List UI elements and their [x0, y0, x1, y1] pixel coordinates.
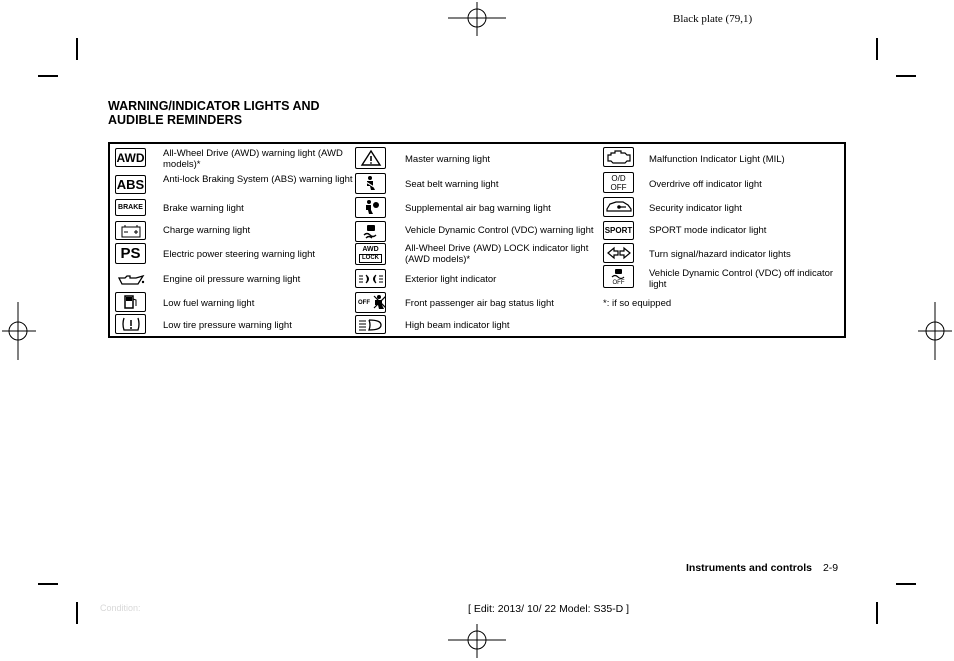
passenger-air-bag-icon: OFF [355, 292, 386, 313]
turn-signal-icon [603, 243, 634, 263]
item-label: Malfunction Indicator Light (MIL) [649, 154, 785, 165]
awd-icon: AWD [115, 148, 146, 167]
plate-label: Black plate (79,1) [673, 13, 753, 25]
master-warning-icon [355, 147, 386, 169]
item-label: Overdrive off indicator light [649, 179, 762, 190]
item-label: SPORT mode indicator light [649, 225, 767, 236]
item-label: Security indicator light [649, 203, 742, 214]
item-label: Charge warning light [163, 225, 251, 236]
page-footer [686, 562, 838, 574]
item-label: Supplemental air bag warning light [405, 203, 551, 214]
seat-belt-icon [355, 173, 386, 194]
section-heading: WARNING/INDICATOR LIGHTS AND AUDIBLE REMINDERS [108, 99, 320, 127]
footnote: *: if so equipped [603, 298, 672, 309]
high-beam-icon [355, 315, 386, 334]
section-name: Instruments and controls [686, 562, 813, 574]
page-number: 2-9 [822, 562, 839, 574]
edit-info: [ Edit: 2013/ 10/ 22 Model: S35-D ] [468, 603, 630, 615]
item-label: Anti-lock Braking System (ABS) warning light [163, 174, 353, 185]
awd-lock-icon: AWD LOCK [355, 243, 386, 265]
item-label: Vehicle Dynamic Control (VDC) off indicator light [649, 268, 834, 290]
vdc-off-icon: OFF [603, 265, 634, 288]
exterior-light-icon [355, 269, 386, 288]
power-steering-icon: PS [115, 243, 146, 264]
air-bag-icon [355, 197, 386, 218]
item-label: Electric power steering warning light [163, 249, 316, 260]
condition-label: Condition: [100, 603, 141, 613]
item-label: Vehicle Dynamic Control (VDC) warning light [405, 225, 594, 236]
sport-mode-icon: SPORT [603, 221, 634, 240]
item-label: High beam indicator light [405, 320, 510, 331]
fuel-pump-icon [115, 292, 146, 312]
item-label: Low fuel warning light [163, 298, 255, 309]
item-label: All-Wheel Drive (AWD) warning light (AWD models)* [163, 148, 343, 170]
item-label: Engine oil pressure warning light [163, 274, 301, 285]
vdc-icon [355, 221, 386, 242]
brake-icon: BRAKE [115, 199, 146, 216]
indicator-table [108, 142, 846, 338]
item-label: Master warning light [405, 154, 491, 165]
overdrive-off-icon: O/D OFF [603, 172, 634, 193]
tire-pressure-icon [115, 314, 146, 334]
battery-icon [115, 221, 146, 240]
security-car-icon [603, 197, 634, 217]
item-label: Turn signal/hazard indicator lights [649, 249, 791, 260]
oil-can-icon [115, 268, 146, 289]
item-label: Brake warning light [163, 203, 244, 214]
item-label: Low tire pressure warning light [163, 320, 292, 331]
item-label: Exterior light indicator [405, 274, 497, 285]
item-label: Front passenger air bag status light [405, 298, 554, 309]
item-label: All-Wheel Drive (AWD) LOCK indicator light (AWD models)* [405, 243, 589, 265]
item-label: Seat belt warning light [405, 179, 499, 190]
abs-icon: ABS [116, 177, 145, 192]
engine-mil-icon [603, 147, 634, 167]
